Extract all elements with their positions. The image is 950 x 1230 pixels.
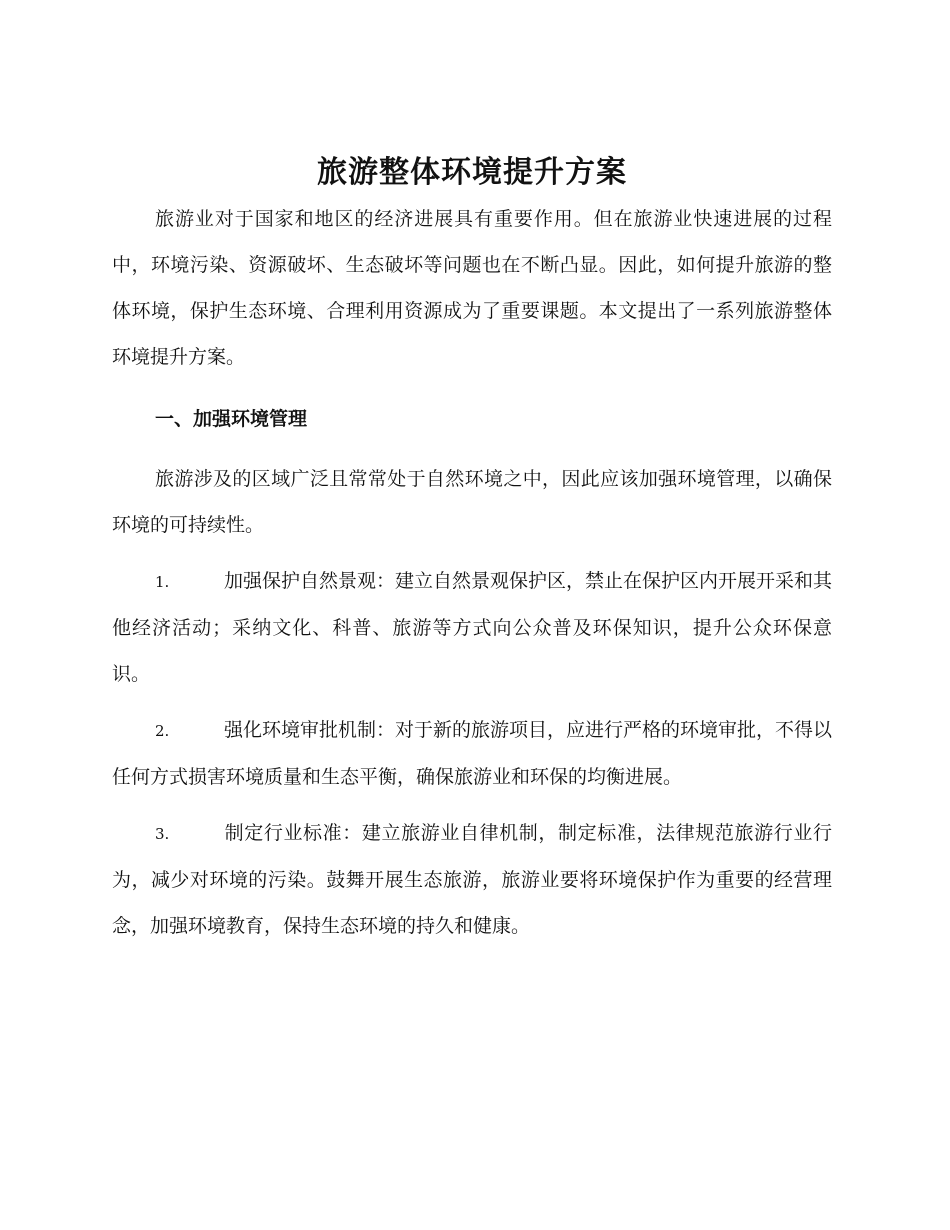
list-item-text: 制定行业标准：建立旅游业自律机制，制定标准，法律规范旅游行业行为，减少对环境的污染。鼓舞开展生态旅游，旅游业要将环境保护作为重要的经营理念，加强环境教育，保持生态环境的持久和健康。 (112, 822, 832, 937)
section-heading: 一、加强环境管理 (155, 408, 308, 430)
list-item-3 (112, 810, 832, 949)
intro-paragraph: 旅游业对于国家和地区的经济进展具有重要作用。但在旅游业快速进展的过程中，环境污染、资源破坏、生态破坏等问题也在不断凸显。因此，如何提升旅游的整体环境，保护生态环境、合理利用资源成为了重要课题。本文提出了一系列旅游整体环境提升方案。 (112, 208, 832, 368)
document-title: 旅游整体环境提升方案 (317, 155, 627, 190)
list-number: 3. (155, 825, 170, 843)
list-item-1 (112, 558, 832, 697)
list-item-text: 加强保护自然景观：建立自然景观保护区，禁止在保护区内开展开采和其他经济活动；采纳文化、科普、旅游等方式向公众普及环保知识，提升公众环保意识。 (112, 570, 833, 685)
list-number: 1. (155, 573, 170, 591)
list-number: 2. (155, 722, 170, 740)
list-item-2 (112, 707, 832, 800)
document-page (112, 150, 832, 949)
section-lead-paragraph: 旅游涉及的区域广泛且常常处于自然环境之中，因此应该加强环境管理，以确保环境的可持续性。 (112, 468, 832, 536)
list-item-text: 强化环境审批机制：对于新的旅游项目，应进行严格的环境审批，不得以任何方式损害环境质量和生态平衡，确保旅游业和环保的均衡进展。 (112, 719, 833, 788)
